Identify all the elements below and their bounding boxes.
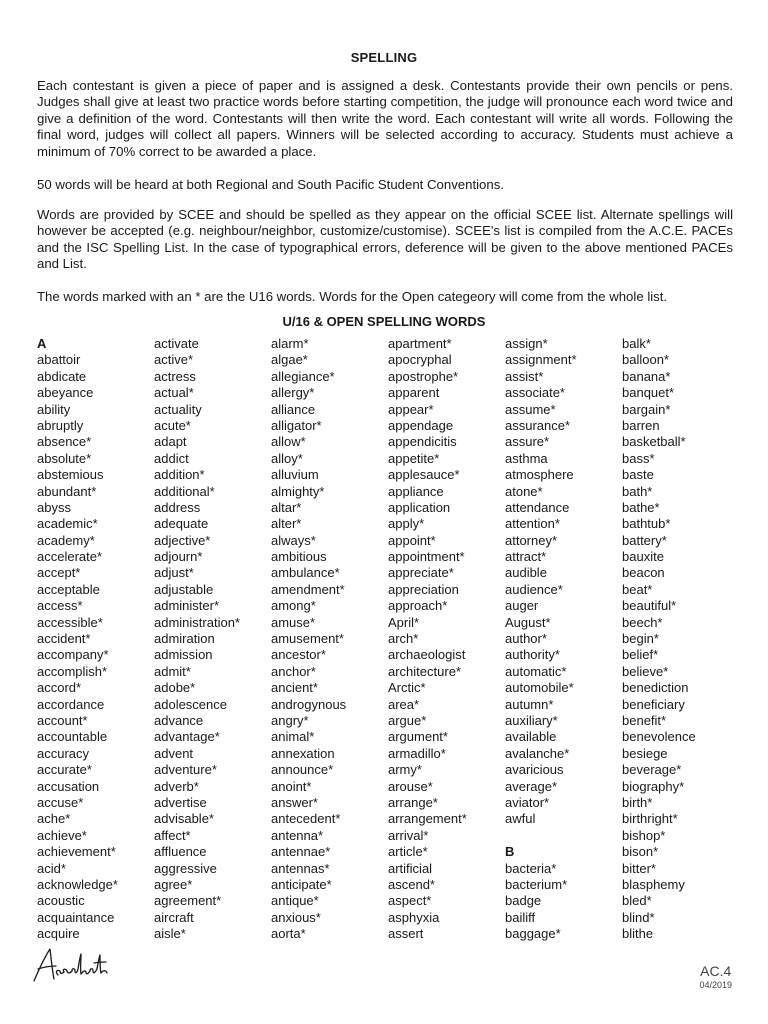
- word-list-item: accelerate*: [37, 549, 103, 565]
- word-list-item: bled*: [622, 893, 652, 909]
- word-list-item: academy*: [37, 532, 95, 548]
- word-list-item: arouse*: [388, 778, 433, 794]
- word-list-item: asphyxia: [388, 909, 440, 925]
- word-list-item: amendment*: [271, 581, 345, 597]
- word-list-item: barren: [622, 417, 660, 433]
- word-list-item: alligator*: [271, 417, 322, 433]
- word-list-item: August*: [505, 614, 551, 630]
- word-list-item: accordance: [37, 696, 105, 712]
- word-list-item: annexation: [271, 745, 335, 761]
- word-list-item: badge: [505, 893, 542, 909]
- word-list-item: associate*: [505, 385, 565, 401]
- word-list-item: banana*: [622, 368, 671, 384]
- word-list-item: additional*: [154, 483, 215, 499]
- word-list-item: affect*: [154, 827, 191, 843]
- word-list-item: adventure*: [154, 762, 217, 778]
- word-list-item: accurate*: [37, 762, 92, 778]
- word-list-item: accuse*: [37, 794, 84, 810]
- word-list-item: actual*: [154, 385, 194, 401]
- word-list-item: aggressive: [154, 860, 217, 876]
- word-list-item: adobe*: [154, 680, 196, 696]
- word-list-item: apparent: [388, 385, 440, 401]
- word-list-item: apostrophe*: [388, 368, 459, 384]
- word-list-item: adapt: [154, 434, 187, 450]
- word-list-item: administration*: [154, 614, 240, 630]
- word-list-item: automatic*: [505, 663, 567, 679]
- word-list-item: absence*: [37, 434, 92, 450]
- word-list-item: avalanche*: [505, 745, 570, 761]
- word-list-item: blind*: [622, 909, 655, 925]
- word-list-item: battery*: [622, 532, 667, 548]
- word-list-item: affluence: [154, 844, 207, 860]
- word-list-item: bacteria*: [505, 860, 557, 876]
- word-list-item: amuse*: [271, 614, 316, 630]
- paragraph-rules-text: Each contestant is given a piece of paper and is assigned a desk. Contestants provide their own pencils or pens. Judges shall give at least two practice words before starting competition, the judge will pronounce each word twice and give a definition of the word. Contestants will then write the word. Each contestant will write all words. Following the final word, judges will collect all papers. Winners will be selected according to accuracy. Students must achieve a minimum of 70% correct to be awarded a place.: [37, 78, 733, 159]
- word-list-item: auxiliary*: [505, 712, 558, 728]
- word-list-item: approach*: [388, 598, 448, 614]
- section-letter-heading: B: [505, 844, 515, 860]
- word-list-item: appear*: [388, 401, 434, 417]
- word-list-item: achieve*: [37, 827, 87, 843]
- word-list-item: audible: [505, 565, 547, 581]
- word-list-item: arrival*: [388, 827, 429, 843]
- word-list-item: beacon: [622, 565, 665, 581]
- word-list: [37, 336, 737, 948]
- word-list-item: account*: [37, 712, 88, 728]
- word-list-item: answer*: [271, 794, 318, 810]
- word-list-item: architecture*: [388, 663, 461, 679]
- word-list-item: alarm*: [271, 336, 309, 351]
- word-list-item: accountable: [37, 729, 108, 745]
- word-list-item: announce*: [271, 762, 334, 778]
- word-list-item: assist*: [505, 368, 544, 384]
- word-list-item: advertise: [154, 794, 207, 810]
- word-list-item: actress: [154, 368, 196, 384]
- word-list-item: author*: [505, 631, 547, 647]
- word-list-item: arrangement*: [388, 811, 467, 827]
- word-list-item: authority*: [505, 647, 560, 663]
- word-list-item: baste: [622, 467, 654, 483]
- word-list-item: actuality: [154, 401, 202, 417]
- word-list-item: adequate: [154, 516, 209, 532]
- word-list-item: beat*: [622, 581, 653, 597]
- word-list-item: always*: [271, 532, 316, 548]
- word-list-item: appetite*: [388, 450, 440, 466]
- word-list-item: addict: [154, 450, 189, 466]
- word-list-item: alter*: [271, 516, 302, 532]
- word-column-4: [388, 336, 506, 942]
- word-list-item: armadillo*: [388, 745, 446, 761]
- word-list-item: address: [154, 499, 201, 515]
- word-list-item: advantage*: [154, 729, 220, 745]
- word-list-item: attorney*: [505, 532, 558, 548]
- word-list-item: adverb*: [154, 778, 199, 794]
- word-list-item: appendicitis: [388, 434, 457, 450]
- word-list-item: among*: [271, 598, 316, 614]
- word-list-item: appointment*: [388, 549, 465, 565]
- word-list-item: appreciation: [388, 581, 459, 597]
- word-list-item: amusement*: [271, 631, 344, 647]
- word-list-item: academic*: [37, 516, 98, 532]
- word-list-item: aisle*: [154, 926, 186, 942]
- word-column-3: [271, 336, 389, 942]
- word-list-item: attract*: [505, 549, 547, 565]
- word-list-item: ancient*: [271, 680, 318, 696]
- word-list-item: asthma: [505, 450, 548, 466]
- word-list-item: accept*: [37, 565, 81, 581]
- word-list-item: balloon*: [622, 352, 669, 368]
- word-list-item: attention*: [505, 516, 560, 532]
- word-list-item: awful: [505, 811, 536, 827]
- word-column-6: [622, 336, 740, 942]
- word-list-item: beautiful*: [622, 598, 677, 614]
- word-list-item: accord*: [37, 680, 82, 696]
- word-list-item: Arctic*: [388, 680, 426, 696]
- word-list-item: acute*: [154, 417, 191, 433]
- word-list-item: bailiff: [505, 909, 536, 925]
- word-list-item: blithe: [622, 926, 654, 942]
- word-list-item: arrange*: [388, 794, 438, 810]
- word-list-item: absolute*: [37, 450, 92, 466]
- word-list-item: banquet*: [622, 385, 675, 401]
- word-list-item: appreciate*: [388, 565, 454, 581]
- word-list-item: antecedent*: [271, 811, 341, 827]
- document-code-label: AC.4: [700, 963, 732, 979]
- accelerate-logo: [30, 945, 110, 985]
- word-list-item: advisable*: [154, 811, 214, 827]
- word-list-item: allergy*: [271, 385, 315, 401]
- word-list-item: balk*: [622, 336, 651, 351]
- word-list-item: algae*: [271, 352, 308, 368]
- paragraph-rules: [37, 78, 733, 160]
- word-list-item: acquaintance: [37, 909, 115, 925]
- word-list-item: bishop*: [622, 827, 666, 843]
- word-list-item: automobile*: [505, 680, 574, 696]
- word-list-item: accuracy: [37, 745, 90, 761]
- word-list-item: artificial: [388, 860, 433, 876]
- word-list-item: autumn*: [505, 696, 554, 712]
- word-list-item: antenna*: [271, 827, 324, 843]
- word-list-item: bath*: [622, 483, 653, 499]
- word-list-item: aspect*: [388, 893, 432, 909]
- word-list-item: ascend*: [388, 876, 435, 892]
- word-list-item: assure*: [505, 434, 550, 450]
- word-list-item: alluvium: [271, 467, 319, 483]
- word-list-item: apply*: [388, 516, 425, 532]
- word-list-item: basketball*: [622, 434, 686, 450]
- word-list-item: advance: [154, 712, 204, 728]
- word-list-item: aircraft: [154, 909, 194, 925]
- word-list-item: active*: [154, 352, 194, 368]
- word-list-item: activate: [154, 336, 199, 351]
- accelerate-signature-icon: [30, 945, 110, 985]
- word-list-item: bathtub*: [622, 516, 671, 532]
- word-list-item: birthright*: [622, 811, 678, 827]
- word-list-item: acoustic: [37, 893, 85, 909]
- word-list-item: allow*: [271, 434, 306, 450]
- word-list-item: adolescence: [154, 696, 227, 712]
- word-list-item: adjourn*: [154, 549, 203, 565]
- word-column-1: [37, 336, 155, 942]
- word-list-item: ache*: [37, 811, 71, 827]
- word-list-item: birth*: [622, 794, 653, 810]
- page-title: SPELLING: [350, 50, 418, 65]
- word-list-item: admiration: [154, 631, 215, 647]
- word-list-item: animal*: [271, 729, 315, 745]
- word-list-item: agreement*: [154, 893, 222, 909]
- word-list-item: aorta*: [271, 926, 306, 942]
- word-list-item: aviator*: [505, 794, 550, 810]
- word-list-item: appendage: [388, 417, 454, 433]
- word-list-item: ability: [37, 401, 71, 417]
- word-list-item: adjective*: [154, 532, 211, 548]
- word-list-item: beneficiary: [622, 696, 685, 712]
- word-list-item: available: [505, 729, 557, 745]
- word-list-item: blasphemy: [622, 876, 685, 892]
- word-list-item: bison*: [622, 844, 659, 860]
- word-list-item: accomplish*: [37, 663, 108, 679]
- word-list-item: abdicate: [37, 368, 87, 384]
- word-list-item: apocryphal: [388, 352, 452, 368]
- word-list-item: altar*: [271, 499, 302, 515]
- word-list-item: adjustable: [154, 581, 214, 597]
- word-list-item: atmosphere: [505, 467, 574, 483]
- word-list-item: advent: [154, 745, 194, 761]
- word-list-item: anxious*: [271, 909, 321, 925]
- word-list-item: attendance: [505, 499, 570, 515]
- word-list-item: argument*: [388, 729, 448, 745]
- word-list-item: accident*: [37, 631, 91, 647]
- word-list-item: archaeologist: [388, 647, 466, 663]
- word-list-item: beech*: [622, 614, 663, 630]
- word-list-item: admission: [154, 647, 213, 663]
- word-list-item: April*: [388, 614, 420, 630]
- word-column-2: [154, 336, 272, 942]
- word-list-item: acquire: [37, 926, 80, 942]
- word-list-item: auger: [505, 598, 539, 614]
- word-list-item: begin*: [622, 631, 659, 647]
- word-list-item: ambitious: [271, 549, 327, 565]
- word-list-item: article*: [388, 844, 428, 860]
- paragraph-word-count: 50 words will be heard at both Regional and South Pacific Student Conventions.: [37, 177, 504, 192]
- word-list-item: almighty*: [271, 483, 325, 499]
- word-list-item: benevolence: [622, 729, 696, 745]
- word-list-item: abattoir: [37, 352, 81, 368]
- word-list-item: assurance*: [505, 417, 571, 433]
- word-list-item: bargain*: [622, 401, 671, 417]
- word-list-item: apartment*: [388, 336, 452, 351]
- word-list-item: bauxite: [622, 549, 664, 565]
- word-list-item: achievement*: [37, 844, 116, 860]
- word-list-item: believe*: [622, 663, 669, 679]
- word-list-item: androgynous: [271, 696, 347, 712]
- word-list-item: agree*: [154, 876, 193, 892]
- word-list-item: anticipate*: [271, 876, 332, 892]
- word-list-item: admit*: [154, 663, 191, 679]
- word-list-item: acknowledge*: [37, 876, 118, 892]
- word-list-item: ambulance*: [271, 565, 340, 581]
- paragraph-word-source: Words are provided by SCEE and should be spelled as they appear on the official SCEE list. Alternate spellings will however be accepted (e.g. neighbour/neighbor, customize/customise). SCEE's list is compiled from the A.C.E. PACEs and the ISC Spelling List. In the case of typographical errors, deference will be given to the above mentioned PACEs and List.: [37, 207, 733, 272]
- document-date: 04/2019: [699, 980, 732, 990]
- word-list-title: U/16 & OPEN SPELLING WORDS: [282, 314, 486, 329]
- word-list-item: average*: [505, 778, 558, 794]
- document-code: [699, 963, 732, 990]
- list-spacer: [505, 828, 623, 844]
- word-list-item: benediction: [622, 680, 689, 696]
- word-list-item: angry*: [271, 712, 309, 728]
- section-letter-heading: A: [37, 336, 47, 351]
- word-list-item: bacterium*: [505, 876, 568, 892]
- word-list-item: accompany*: [37, 647, 109, 663]
- paragraph-u16-note: The words marked with an * are the U16 words. Words for the Open categeory will come from the whole list.: [37, 289, 668, 304]
- word-list-item: applesauce*: [388, 467, 460, 483]
- word-list-item: bitter*: [622, 860, 656, 876]
- word-list-item: abstemious: [37, 467, 104, 483]
- word-list-item: belief*: [622, 647, 659, 663]
- word-list-item: argue*: [388, 712, 427, 728]
- word-list-item: appliance: [388, 483, 444, 499]
- word-list-item: assert: [388, 926, 424, 942]
- word-list-item: anchor*: [271, 663, 316, 679]
- word-list-item: area*: [388, 696, 420, 712]
- word-list-item: adjust*: [154, 565, 194, 581]
- word-list-item: antique*: [271, 893, 319, 909]
- word-list-item: baggage*: [505, 926, 561, 942]
- word-list-item: avaricious: [505, 762, 564, 778]
- word-list-item: allegiance*: [271, 368, 335, 384]
- word-list-item: access*: [37, 598, 83, 614]
- word-list-item: ancestor*: [271, 647, 326, 663]
- word-list-item: assign*: [505, 336, 548, 351]
- word-list-item: audience*: [505, 581, 563, 597]
- word-list-item: acceptable: [37, 581, 100, 597]
- word-list-item: antennas*: [271, 860, 330, 876]
- word-column-5: [505, 336, 623, 942]
- word-list-item: accessible*: [37, 614, 103, 630]
- word-list-item: abyss: [37, 499, 71, 515]
- word-list-item: bathe*: [622, 499, 660, 515]
- word-list-item: anoint*: [271, 778, 312, 794]
- word-list-item: biography*: [622, 778, 685, 794]
- word-list-item: alloy*: [271, 450, 303, 466]
- word-list-item: abundant*: [37, 483, 97, 499]
- word-list-item: abeyance: [37, 385, 94, 401]
- word-list-item: appoint*: [388, 532, 436, 548]
- word-list-item: assume*: [505, 401, 556, 417]
- word-list-item: abruptly: [37, 417, 84, 433]
- word-list-item: beverage*: [622, 762, 682, 778]
- word-list-item: application: [388, 499, 451, 515]
- word-list-item: antennae*: [271, 844, 331, 860]
- word-list-item: arch*: [388, 631, 419, 647]
- word-list-item: atone*: [505, 483, 543, 499]
- word-list-item: army*: [388, 762, 422, 778]
- word-list-item: administer*: [154, 598, 220, 614]
- word-list-item: assignment*: [505, 352, 577, 368]
- word-list-item: bass*: [622, 450, 655, 466]
- word-list-item: acid*: [37, 860, 66, 876]
- word-list-item: accusation: [37, 778, 100, 794]
- word-list-item: alliance: [271, 401, 316, 417]
- word-list-item: addition*: [154, 467, 205, 483]
- word-list-item: benefit*: [622, 712, 667, 728]
- word-list-item: besiege: [622, 745, 668, 761]
